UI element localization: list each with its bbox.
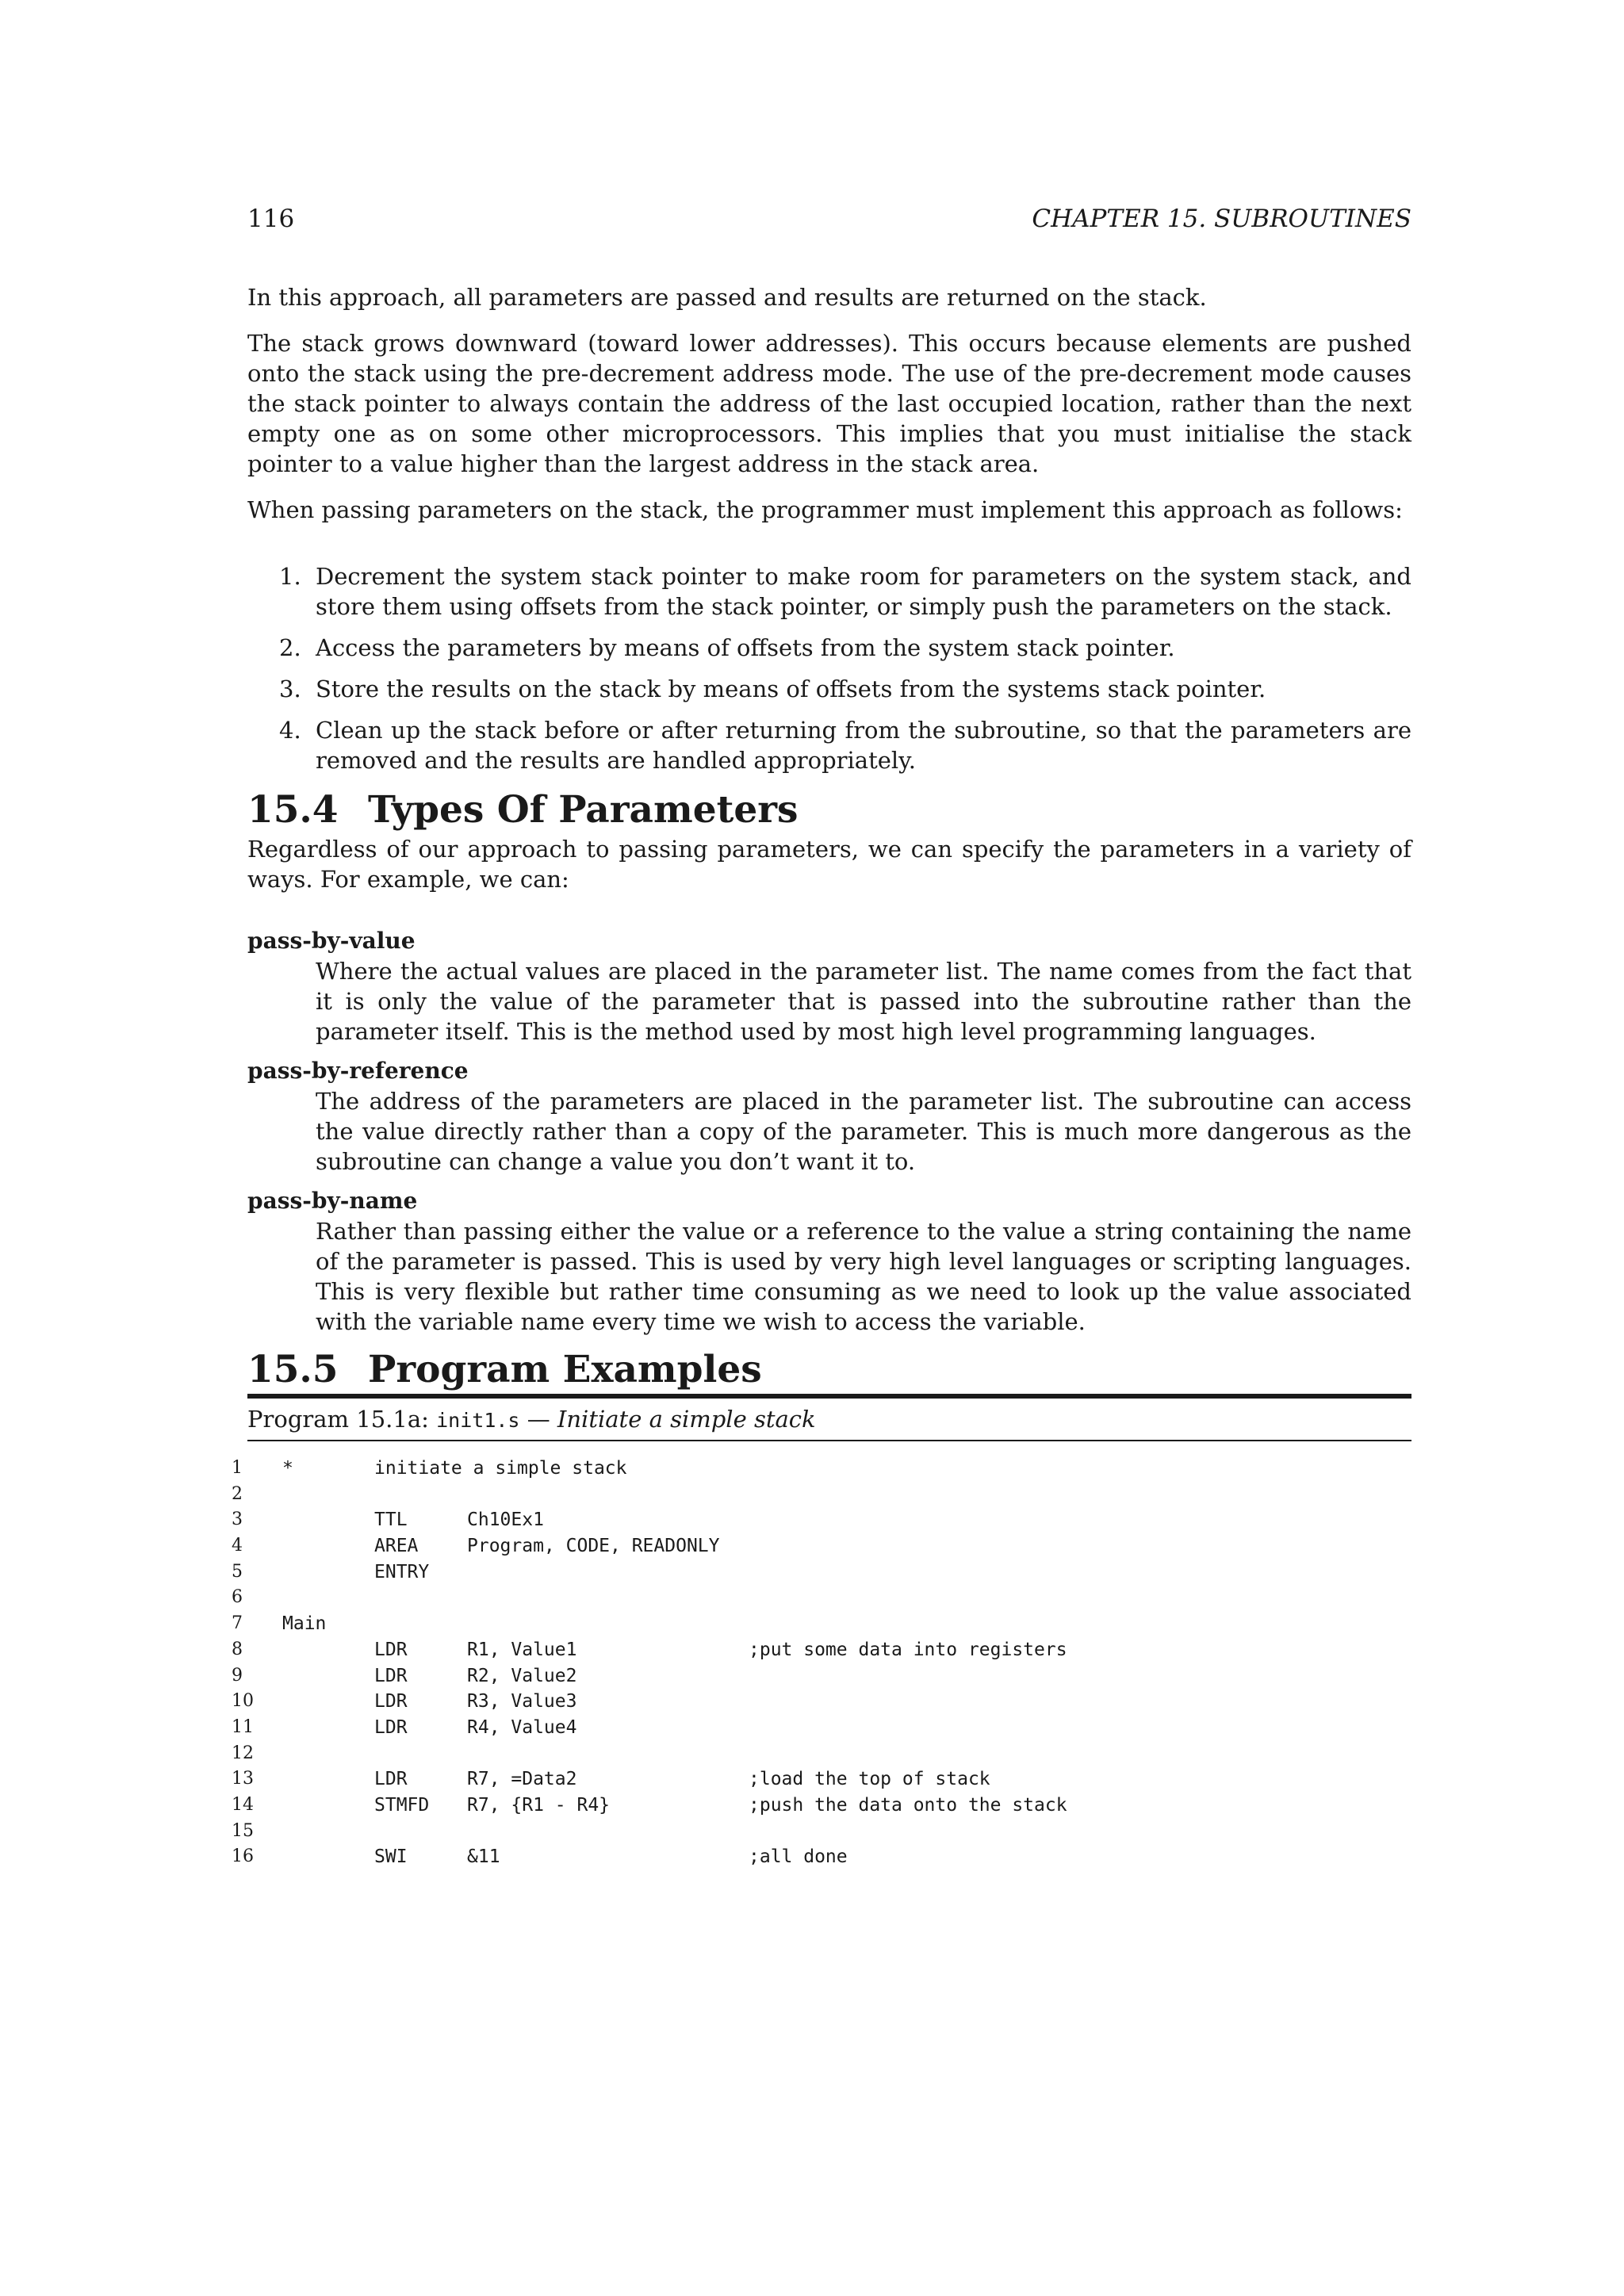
paragraph: In this approach, all parameters are passed and results are returned on the stack. [247,284,1207,311]
page-number: 116 [247,205,295,233]
code-line [232,1689,1411,1715]
program-label: Program 15.1a: [247,1406,437,1433]
code-operand: &11 [467,1846,500,1868]
code-line [232,1741,1411,1767]
line-number: 7 [232,1613,243,1634]
definition-term: pass-by-value [247,928,416,954]
code-operand: R1, Value1 [467,1639,577,1660]
code-operand: R4, Value4 [467,1716,577,1738]
list-item [247,674,1411,704]
list-item-number: 1. [279,563,301,590]
code-comment: ;all done [749,1846,848,1868]
code-line [232,1456,1411,1482]
line-number: 3 [232,1510,243,1530]
line-number: 13 [232,1769,254,1789]
line-number: 4 [232,1536,243,1556]
paragraph: When passing parameters on the stack, the programmer must implement this approach as follows: [247,496,1403,523]
program-filename: init1.s [436,1409,520,1432]
code-line [232,1793,1411,1819]
code-line [232,1533,1411,1559]
program-description: Initiate a simple stack [557,1406,816,1433]
code-opcode: ENTRY [374,1561,430,1582]
section-heading [247,1346,1411,1394]
section-number: 15.5 [247,1348,339,1391]
code-operand: Program, CODE, READONLY [467,1536,720,1557]
list-item-number: 4. [279,717,301,744]
definition-desc: Rather than passing either the value or a reference to the value a string containing the name of the parameter is passed. This is used by very high level languages or scripting languages. This is very flexible but rather time consuming as we need to look up the value associated with the variable name every time we wish to access the variable. [316,1218,1411,1335]
code-opcode: TTL [374,1510,408,1531]
code-comment: ;push the data onto the stack [749,1794,1067,1816]
list-item-text: Store the results on the stack by means of offsets from the systems stack pointer. [316,675,1266,702]
code-line [232,1559,1411,1586]
list-item [247,715,1411,775]
line-number: 9 [232,1665,243,1686]
definition-desc: Where the actual values are placed in the parameter list. The name comes from the fact that it is only the value of the parameter that is passed into the subroutine rather than the parameter itself. This is the method used by most high level programming languages. [316,958,1411,1045]
program-listing [232,1394,1411,1870]
steps-list [247,561,1411,775]
line-number: 2 [232,1483,243,1504]
line-number: 1 [232,1458,243,1478]
code-line [232,1637,1411,1663]
list-item [247,633,1411,663]
list-item [247,561,1411,622]
list-item-text: Decrement the system stack pointer to make room for parameters on the system stack, and store them using offsets from the stack pointer, or simply push the parameters on the stack. [316,563,1411,620]
code-line [232,1482,1411,1508]
code-operand: Ch10Ex1 [467,1510,544,1531]
line-number: 5 [232,1561,243,1582]
code-line [232,1663,1411,1689]
code-operand: R3, Value3 [467,1691,577,1712]
code-comment: ;load the top of stack [749,1769,990,1790]
code-line [232,1844,1411,1870]
code-label: Main [282,1613,327,1635]
page-body [232,282,1411,1870]
code-line [232,1819,1411,1845]
code-comment: ;put some data into registers [749,1639,1067,1660]
code-opcode: SWI [374,1846,408,1868]
paragraph: Regardless of our approach to passing parameters, we can specify the parameters in a variety of ways. For example, we can: [247,836,1411,893]
section-heading [247,786,1411,834]
line-number: 11 [232,1716,254,1737]
section-number: 15.4 [247,788,339,832]
line-number: 14 [232,1794,254,1815]
code-line [232,1611,1411,1637]
section-title: Types Of Parameters [368,788,799,832]
running-head [247,205,1411,239]
line-number: 8 [232,1639,243,1659]
definition-term: pass-by-reference [247,1058,469,1084]
code-block [232,1456,1411,1870]
code-opcode: LDR [374,1639,408,1660]
code-opcode: AREA [374,1536,419,1557]
definition-desc: The address of the parameters are placed in the parameter list. The subroutine can access the value directly rather than a copy of the parameter. This is much more dangerous as the subroutine can change a value you don’t want it to. [316,1088,1411,1175]
code-line [232,1715,1411,1741]
program-caption [247,1399,1411,1440]
list-item-text: Access the parameters by means of offsets from the system stack pointer. [316,634,1175,661]
code-line [232,1766,1411,1793]
line-number: 16 [232,1846,254,1867]
code-opcode: initiate a simple stack [374,1458,627,1479]
list-item-number: 2. [279,634,301,661]
chapter-title: CHAPTER 15. SUBROUTINES [1032,205,1411,233]
code-operand: R2, Value2 [467,1665,577,1686]
list-item-text: Clean up the stack before or after returning from the subroutine, so that the parameters are removed and the results are handled appropriately. [316,717,1411,774]
line-number: 6 [232,1587,243,1608]
code-opcode: STMFD [374,1794,430,1816]
code-opcode: LDR [374,1716,408,1738]
line-number: 12 [232,1743,254,1763]
section-title: Program Examples [368,1348,762,1391]
list-item-number: 3. [279,675,301,702]
code-opcode: LDR [374,1691,408,1712]
code-line [232,1585,1411,1611]
code-opcode: LDR [374,1665,408,1686]
definition-term: pass-by-name [247,1188,418,1214]
code-label: * [282,1458,293,1479]
line-number: 10 [232,1691,254,1712]
caption-dash: — [519,1406,557,1433]
code-operand: R7, {R1 - R4} [467,1794,611,1816]
line-number: 15 [232,1820,254,1841]
code-line [232,1507,1411,1533]
rule-bottom [247,1440,1411,1441]
code-operand: R7, =Data2 [467,1769,577,1790]
code-opcode: LDR [374,1769,408,1790]
paragraph: The stack grows downward (toward lower addresses). This occurs because elements are pushed onto the stack using the pre-decrement address mode. The use of the pre-decrement mode causes the stack pointer to always contain the address of the last occupied location, rather than the next empty one as on some other microprocessors. This implies that you must initialise the stack pointer to a value higher than the largest address in the stack area. [247,330,1411,477]
definition-list [247,926,1411,1337]
